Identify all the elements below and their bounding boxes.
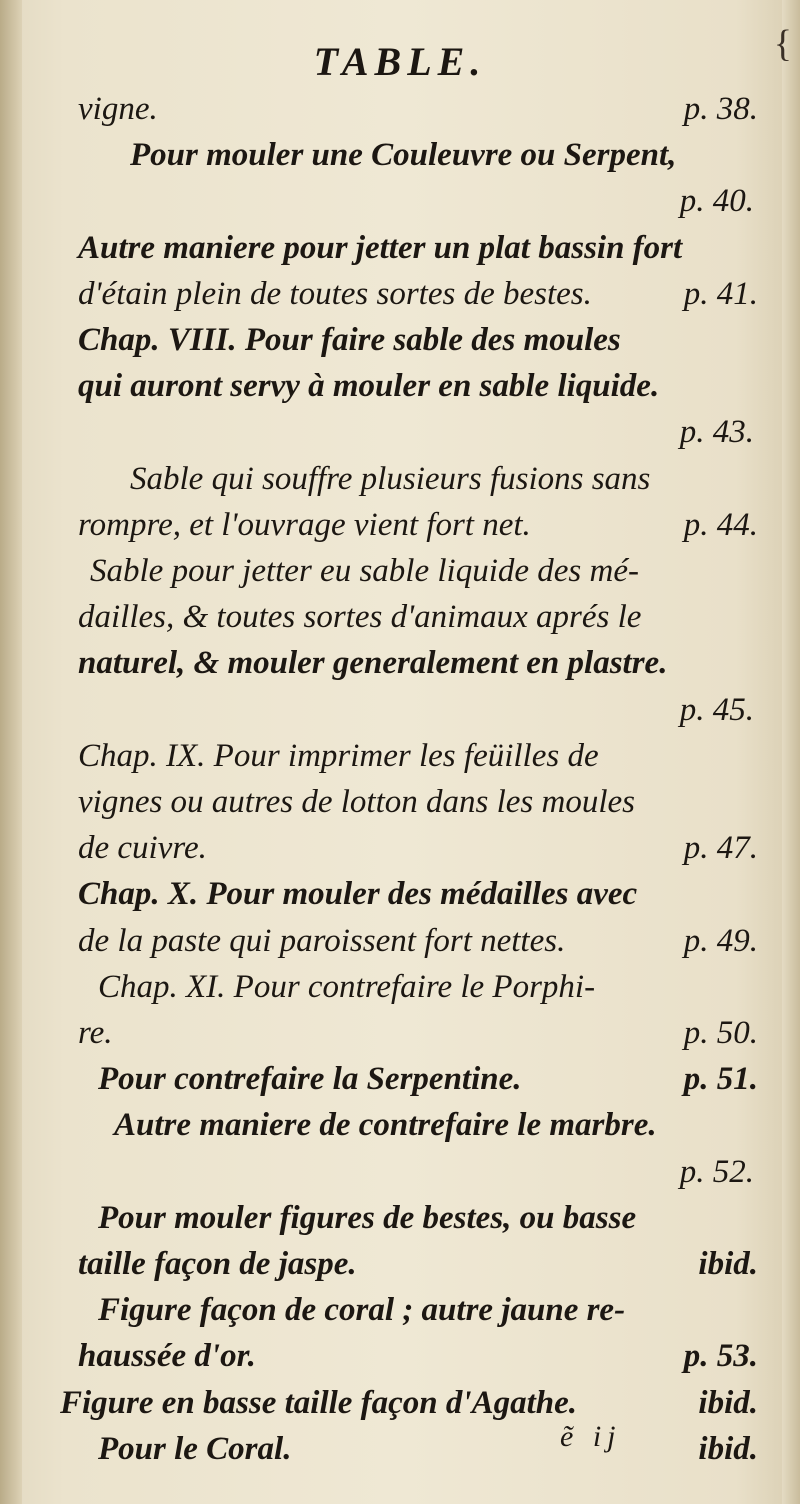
toc-text: Pour mouler figures de bestes, ou basse — [98, 1199, 637, 1236]
toc-page: p. 44. — [683, 506, 758, 543]
toc-text: Sable qui souffre plusieurs fusions sans — [130, 460, 651, 497]
toc-line — [78, 409, 758, 455]
page-left-edge-shadow — [0, 0, 22, 1504]
toc-text: qui auront servy à mouler en sable liquide. — [78, 368, 660, 405]
toc-line — [78, 86, 758, 132]
running-header: TABLE. — [313, 39, 487, 84]
toc-text: de la paste qui paroissent fort nettes. — [78, 922, 566, 959]
toc-line — [78, 1426, 758, 1472]
toc-line — [78, 271, 758, 317]
toc-line — [78, 132, 758, 178]
toc-line — [78, 640, 758, 686]
toc-line — [78, 1102, 758, 1148]
toc-line — [78, 548, 758, 594]
toc-text: Autre maniere pour jetter un plat bassin fort — [78, 229, 683, 266]
toc-page: p. 45. — [679, 691, 754, 728]
toc-line — [78, 502, 758, 548]
toc-page: p. 40. — [679, 183, 754, 220]
table-of-contents — [60, 86, 758, 1472]
toc-text: Sable pour jetter eu sable liquide des mé- — [90, 553, 639, 590]
toc-line — [78, 225, 758, 271]
signature-mark: ẽ ij — [560, 1420, 622, 1453]
toc-line — [78, 1010, 758, 1056]
toc-text: Figure en basse taille façon d'Agathe. — [60, 1384, 578, 1421]
toc-line — [78, 1241, 758, 1287]
toc-text: Pour contrefaire la Serpentine. — [98, 1061, 522, 1098]
page-right-edge-shadow — [782, 0, 800, 1504]
toc-page: ibid. — [698, 1430, 758, 1467]
toc-page: p. 50. — [683, 1015, 758, 1052]
toc-text: Chap. VIII. Pour faire sable des moules — [78, 322, 621, 359]
toc-line — [78, 918, 758, 964]
toc-line — [78, 825, 758, 871]
toc-page: p. 51. — [683, 1061, 758, 1098]
toc-text: naturel, & mouler generalement en plastre. — [78, 645, 668, 682]
toc-line — [78, 1195, 758, 1241]
toc-page: ibid. — [698, 1246, 758, 1283]
toc-line — [78, 1149, 758, 1195]
toc-page: p. 49. — [683, 922, 758, 959]
toc-line — [78, 363, 758, 409]
toc-page: p. 47. — [683, 830, 758, 867]
toc-text: re. — [78, 1015, 113, 1052]
toc-text: Chap. XI. Pour contrefaire le Porphi- — [98, 968, 596, 1005]
toc-text: vigne. — [78, 91, 158, 127]
toc-text: haussée d'or. — [78, 1338, 256, 1375]
toc-text: d'étain plein de toutes sortes de bestes. — [78, 275, 592, 312]
toc-line — [78, 687, 758, 733]
toc-line — [78, 594, 758, 640]
toc-text: Chap. X. Pour mouler des médailles avec — [78, 876, 638, 913]
toc-line — [78, 1056, 758, 1102]
toc-line — [78, 733, 758, 779]
toc-text: Pour le Coral. — [98, 1430, 292, 1467]
corner-mark: { — [773, 23, 792, 65]
toc-line — [78, 964, 758, 1010]
toc-line — [78, 1287, 758, 1333]
toc-text: Pour mouler une Couleuvre ou Serpent, — [130, 137, 677, 174]
toc-page: p. 38. — [683, 91, 758, 127]
toc-line — [78, 1333, 758, 1379]
toc-text: Chap. IX. Pour imprimer les feüilles de — [78, 737, 599, 774]
toc-text: Figure façon de coral ; autre jaune re- — [98, 1292, 626, 1329]
toc-page: p. 43. — [679, 414, 754, 451]
toc-text: de cuivre. — [78, 830, 207, 867]
toc-line — [78, 456, 758, 502]
toc-text: rompre, et l'ouvrage vient fort net. — [78, 506, 531, 543]
toc-page: p. 53. — [683, 1338, 758, 1375]
toc-text: dailles, & toutes sortes d'animaux aprés le — [78, 599, 642, 636]
toc-line — [78, 317, 758, 363]
toc-page: ibid. — [698, 1384, 758, 1421]
toc-page: p. 52. — [679, 1153, 754, 1190]
toc-line — [78, 178, 758, 224]
toc-page: p. 41. — [683, 275, 758, 312]
toc-text: Autre maniere de contrefaire le marbre. — [114, 1107, 657, 1144]
toc-text: taille façon de jaspe. — [78, 1246, 357, 1283]
toc-line — [60, 1380, 758, 1426]
toc-text: vignes ou autres de lotton dans les moules — [78, 784, 635, 821]
toc-line — [78, 871, 758, 917]
toc-line — [78, 779, 758, 825]
